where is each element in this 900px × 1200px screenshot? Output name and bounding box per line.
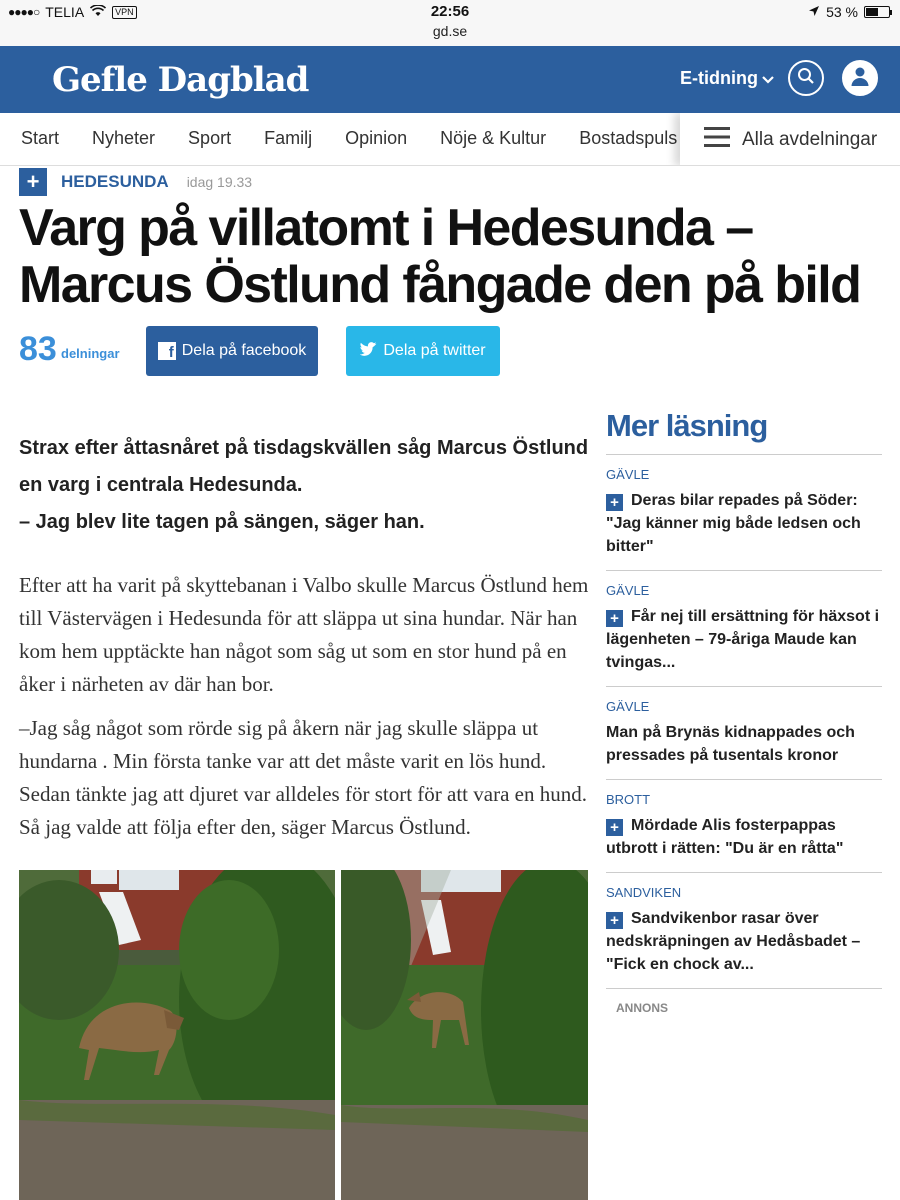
body-paragraph: Efter att ha varit på skyttebanan i Valbo skulle Marcus Östlund hem till Västervägen i Hedesunda för att släppa ut sina hundar. När han kom hem upptäckte han något som såg ut som en stor hund på en åker i närheten av där han bor. [19,573,589,696]
search-icon [797,67,815,90]
related-article[interactable] [606,687,882,780]
vpn-badge: VPN [112,6,137,19]
body-paragraph: –Jag såg något som rörde sig på åkern när jag skulle släppa ut hundarna . Min första tanke var att det måste varit en lös hund. Sedan tänkte jag att djuret var alldeles för stort för att vara en hund. Så jag valde att följa efter den, säger Marcus Östlund. [19,716,587,839]
facebook-icon: f [158,342,176,360]
search-button[interactable] [788,60,824,96]
url-bar[interactable]: gd.se [432,23,468,39]
related-article[interactable] [606,571,882,687]
related-category[interactable]: SANDVIKEN [606,885,682,900]
nav-item-sport[interactable]: Sport [188,128,232,148]
related-headline-text: Sandvikenbor rasar över nedskräpningen av Hedåsbadet – "Fick en chock av... [606,910,861,973]
location-arrow-icon [808,4,820,20]
related-headline-text: Får nej till ersättning för häxsot i lägenheten – 79-åriga Maude kan tvingas... [606,608,880,671]
plus-icon: + [606,494,623,511]
related-headline [606,814,882,860]
nav-item-bostadspuls[interactable]: Bostadspuls [579,128,678,148]
ad-label: ANNONS [616,1001,669,1015]
site-logo[interactable]: Gefle Dagblad [52,60,309,100]
nav-item-nyheter[interactable]: Nyheter [92,128,156,148]
carrier-name: TELIA [45,4,85,20]
article-headline: Varg på villatomt i Hedesunda – Marcus Östlund fångade den på bild [19,199,861,314]
article-meta [19,168,252,196]
related-article[interactable] [606,873,882,989]
related-headline [606,907,882,976]
related-articles [606,408,882,1015]
related-headline-text: Man på Brynäs kidnappades och pressades på tusentals kronor [606,724,855,764]
publish-time: idag 19.33 [186,174,253,190]
related-headline [606,721,882,767]
all-sections-button[interactable] [680,113,900,166]
plus-icon: + [606,610,623,627]
plus-icon: + [606,912,623,929]
lead-sentence: Strax efter åttasnåret på tisdagskvällen såg Marcus Östlund en varg i centrala Hedesunda. [19,437,589,496]
signal-icon: ●●●●○ [8,5,40,19]
share-label: delningar [61,346,120,361]
nav-item-opinion[interactable]: Opinion [345,128,408,148]
ios-status-bar [0,0,900,46]
e-tidning-label: E-tidning [680,68,758,88]
chevron-down-icon [762,68,774,89]
related-headline-text: Mördade Alis fosterpappas utbrott i rätten: "Du är en råtta" [606,817,844,857]
masthead [0,46,900,113]
section-tag[interactable]: HEDESUNDA [61,172,169,191]
battery-percent: 53 % [826,4,858,20]
plus-icon: + [606,819,623,836]
wolf-photo[interactable] [19,870,335,1200]
wolf-photo[interactable] [341,870,588,1200]
nav-item-familj[interactable]: Familj [264,128,313,148]
nav-item-start[interactable]: Start [21,128,60,148]
related-category[interactable]: GÄVLE [606,583,650,598]
related-headline-text: Deras bilar repades på Söder: "Jag känner mig både ledsen och bitter" [606,492,861,555]
share-twitter-button[interactable] [346,326,500,376]
related-headline [606,489,882,558]
related-category[interactable]: BROTT [606,792,651,807]
all-sections-label: Alla avdelningar [742,128,878,150]
related-article[interactable] [606,455,882,571]
battery-fill [866,8,878,16]
battery-icon [864,6,890,18]
related-category[interactable]: GÄVLE [606,699,650,714]
battery-group [808,4,890,20]
nav-items [21,128,710,149]
section-nav [0,113,900,166]
facebook-label: Dela på facebook [181,342,307,359]
related-title: Mer läsning [606,408,882,455]
share-count: 83 [19,330,57,368]
nav-item-noje-kultur[interactable]: Nöje & Kultur [440,128,547,148]
plus-icon: + [19,168,47,196]
clock: 22:56 [430,3,470,20]
article-lead [19,430,589,541]
related-article[interactable] [606,780,882,873]
share-facebook-button[interactable] [146,326,318,376]
hamburger-icon [704,126,730,154]
user-icon [849,65,871,92]
lead-quote: – Jag blev lite tagen på sängen, säger han. [19,511,425,533]
related-headline [606,605,882,674]
e-tidning-menu[interactable] [680,68,774,89]
related-category[interactable]: GÄVLE [606,467,650,482]
account-button[interactable] [842,60,878,96]
twitter-label: Dela på twitter [383,342,486,359]
twitter-bird-icon [360,342,377,361]
